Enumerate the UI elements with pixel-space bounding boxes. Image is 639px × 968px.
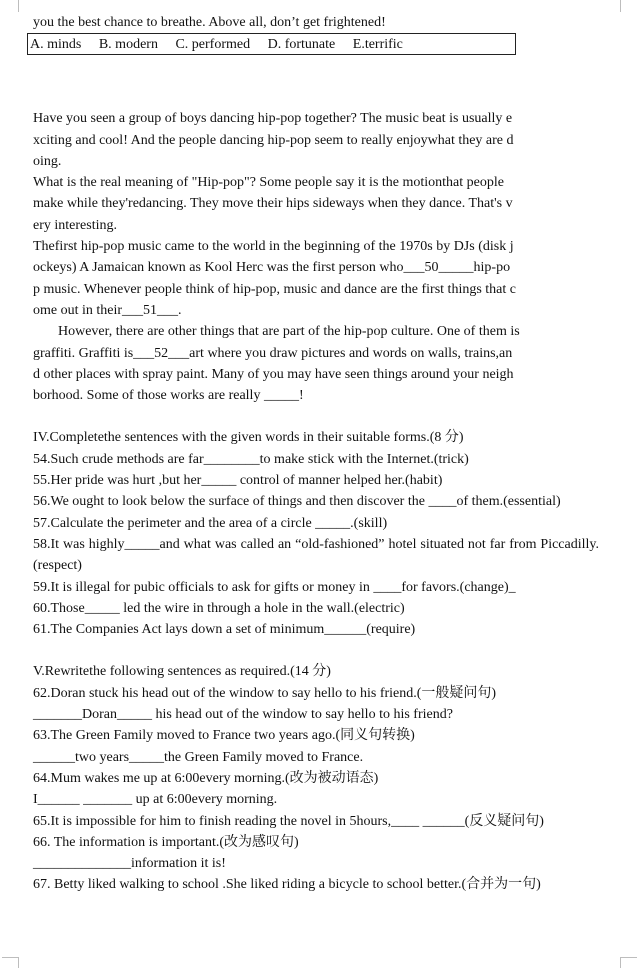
- passage-line: Have you seen a group of boys dancing hip-pop together? The music beat is usually e: [33, 111, 513, 127]
- question-item: 61.The Companies Act lays down a set of minimum______(require): [33, 622, 416, 638]
- page-corner-mark: [2, 957, 19, 968]
- section-v: [33, 661, 599, 895]
- passage-line: graffiti. Graffiti is___52___art where you draw pictures and words on walls, trains,an: [33, 345, 513, 361]
- passage-line: What is the real meaning of "Hip-pop"? Some people say it is the motionthat people: [33, 175, 504, 191]
- page-corner-mark: [620, 0, 637, 12]
- question-item: 65.It is impossible for him to finish reading the novel in 5hours,____ ______(反义疑问句): [33, 813, 544, 829]
- passage-line: d other places with spray paint. Many of you may have seen things around your neigh: [33, 366, 514, 382]
- question-item: 60.Those_____ led the wire in through a hole in the wall.(electric): [33, 600, 405, 616]
- section-iv: [33, 427, 599, 640]
- option-c: C. performed: [175, 37, 251, 53]
- passage-line: ockeys) A Jamaican known as Kool Herc was the first person who___50_____hip-po: [33, 260, 511, 276]
- passage-line: you the best chance to breathe. Above all, don’t get frightened!: [33, 15, 386, 30]
- passage-line: oing.: [33, 153, 62, 169]
- question-item: 56.We ought to look below the surface of things and then discover the ____of them.(essential): [33, 494, 561, 510]
- question-item: 58.It was highly_____and what was called an “old-fashioned” hotel situated not far from Piccadilly.(respect): [33, 536, 599, 574]
- question-item: 62.Doran stuck his head out of the window to say hello to his friend.(一般疑问句): [33, 685, 497, 701]
- reading-passage: [33, 108, 599, 406]
- question-item: 63.The Green Family moved to France two years ago.(同义句转换): [33, 728, 415, 744]
- question-item: 64.Mum wakes me up at 6:00every morning.(改为被动语态): [33, 770, 379, 786]
- answer-line: _______Doran_____ his head out of the window to say hello to his friend?: [33, 707, 453, 723]
- question-item: 66. The information is important.(改为感叹句): [33, 834, 299, 850]
- word-options-box: [27, 33, 516, 55]
- passage-line: make while they'redancing. They move their hips sideways when they dance. That's v: [33, 196, 513, 212]
- option-e: E.terrific: [352, 37, 403, 53]
- question-item: 57.Calculate the perimeter and the area of a circle _____.(skill): [33, 515, 388, 531]
- question-item: 67. Betty liked walking to school .She liked riding a bicycle to school better.(合并为一句): [33, 877, 541, 893]
- section-title: IV.Completethe sentences with the given words in their suitable forms.(8 分): [33, 430, 464, 446]
- document-body: [30, 12, 599, 896]
- passage-line: ome out in their___51___.: [33, 302, 182, 318]
- question-item: 59.It is illegal for pubic officials to ask for gifts or money in ____for favors.(change)_: [33, 579, 516, 595]
- page-corner-mark: [620, 957, 637, 968]
- section-title: V.Rewritethe following sentences as required.(14 分): [33, 664, 331, 680]
- passage-line: Thefirst hip-pop music came to the world in the beginning of the 1970s by DJs (disk j: [33, 239, 514, 255]
- page-corner-mark: [2, 0, 19, 12]
- option-a: A. minds: [30, 37, 82, 53]
- answer-line: ______________information it is!: [33, 856, 226, 872]
- passage-line: ery interesting.: [33, 217, 117, 233]
- answer-line: I______ _______ up at 6:00every morning.: [33, 792, 278, 808]
- question-item: 55.Her pride was hurt ,but her_____ control of manner helped her.(habit): [33, 473, 443, 489]
- passage-line: p music. Whenever people think of hip-pop, music and dance are the first things that c: [33, 281, 516, 297]
- passage-line: xciting and cool! And the people dancing hip-pop seem to really enjoywhat they are d: [33, 132, 514, 148]
- option-d: D. fortunate: [267, 37, 336, 53]
- answer-line: ______two years_____the Green Family moved to France.: [33, 749, 364, 765]
- passage-line: However, there are other things that are part of the hip-pop culture. One of them is: [58, 324, 520, 340]
- option-b: B. modern: [98, 37, 158, 53]
- question-item: 54.Such crude methods are far________to make stick with the Internet.(trick): [33, 451, 469, 467]
- passage-line: borhood. Some of those works are really _____!: [33, 388, 304, 404]
